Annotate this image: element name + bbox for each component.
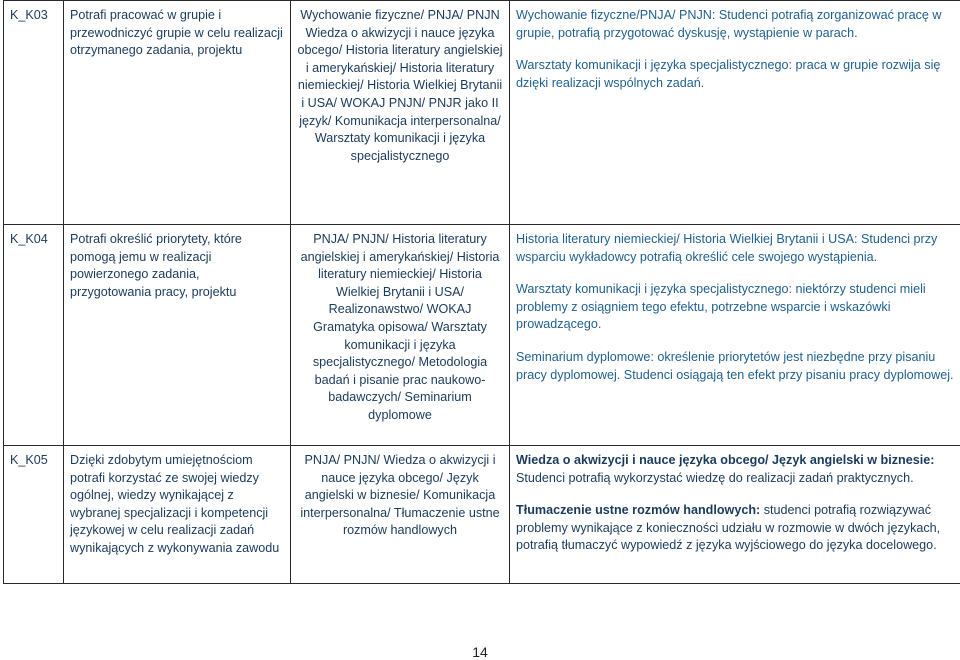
example-text: studenci potrafią rozwiązywać problemy wynikające z konieczności udziału w rozmowie w dwóch językach, potrafią tłumaczyć wypowiedź z języka wyjściowego do języka docelowego. <box>516 503 941 553</box>
outcome-code: K_K04 <box>4 225 64 446</box>
example-heading: Warsztaty komunikacji i języka specjalistycznego: <box>516 282 792 297</box>
course-list: Wychowanie fizyczne/ PNJA/ PNJN Wiedza o akwizycji i nauce języka obcego/ Historia literatury angielskiej i amerykańskiej/ Historia literatury niemieckiej/ Historia Wielkiej Brytanii i USA/ WOKAJ PNJN/ PNJR jako II język/ Komunikacja interpersonalna/ Warsztaty komunikacji i języka specjalistycznego <box>291 1 510 225</box>
example-heading: Tłumaczenie ustne rozmów handlowych: <box>516 503 761 518</box>
example-text: : Studenci przy wsparciu wykładowcy potrafią określić cele swojego wystąpienia. <box>516 232 938 264</box>
example-text: Studenci potrafią zorganizować pracę w grupie, potrafią przygotować dyskusję, wystąpienie w parach. <box>516 8 942 40</box>
page-number: 14 <box>472 644 488 660</box>
course-list: PNJA/ PNJN/ Historia literatury angielskiej i amerykańskiej/ Historia literatury niemieckiej/ Historia Wielkiej Brytanii i USA/ Realizonawstwo/ WOKAJ Gramatyka opisowa/ Warsztaty komunikacji i języka specjalistycznego/ Metodologia badań i pisanie prac naukowo- badawczych/ Seminarium dyplomowe <box>291 225 510 446</box>
outcome-description: Dzięki zdobytym umiejętnościom potrafi korzystać ze swojej wiedzy ogólnej, wiedzy wynikającej z wybranej specjalizacji i kompetencji językowej w celu realizacji zadań wynikających z wykonywania zawodu <box>64 446 291 584</box>
example-heading: Seminarium dyplomowe: <box>516 349 654 364</box>
table-row <box>4 225 960 446</box>
example-text: Studenci potrafią wykorzystać wiedzę do realizacji zadań praktycznych. <box>516 470 914 485</box>
example-paragraph <box>516 281 954 334</box>
outcome-code: K_K05 <box>4 446 64 584</box>
example-paragraph <box>516 231 954 266</box>
example-heading: Historia literatury niemieckiej/ Historia Wielkiej Brytanii i USA <box>516 232 855 246</box>
table-row <box>4 1 960 225</box>
outcome-code: K_K03 <box>4 1 64 225</box>
example-cell <box>510 446 960 584</box>
example-paragraph <box>516 452 954 487</box>
example-text: niektórzy studenci mieli problemy z osiągniem tego efektu, potrzebne wsparcie i wskazówki prowadzącego. <box>516 282 926 332</box>
learning-outcomes-table <box>3 0 960 584</box>
example-paragraph <box>516 502 954 555</box>
example-cell <box>510 1 960 225</box>
table-row <box>4 446 960 584</box>
example-paragraph <box>516 7 954 42</box>
example-text: określenie priorytetów jest niezbędne przy pisaniu pracy dyplomowej. Studenci osiągają ten efekt przy pisaniu pracy dyplomowej. <box>516 349 954 382</box>
outcome-description: Potrafi pracować w grupie i przewodniczyć grupie w celu realizacji otrzymanego zadania, projektu <box>64 1 291 225</box>
course-list: PNJA/ PNJN/ Wiedza o akwizycji i nauce języka obcego/ Język angielski w biznesie/ Komunikacja interpersonalna/ Tłumaczenie ustne rozmów handlowych <box>291 446 510 584</box>
example-paragraph <box>516 349 954 384</box>
outcome-description: Potrafi określić priorytety, które pomogą jemu w realizacji powierzonego zadania, przygotowania pracy, projektu <box>64 225 291 446</box>
example-heading: Wiedza o akwizycji i nauce języka obcego/ Język angielski w biznesie: <box>516 453 935 467</box>
example-cell <box>510 225 960 446</box>
example-heading: Warsztaty komunikacji i języka specjalistycznego: <box>516 58 792 73</box>
example-text: praca w grupie rozwija się dzięki realizacji wspólnych zadań. <box>516 58 941 90</box>
example-paragraph <box>516 57 954 92</box>
example-heading: Wychowanie fizyczne/PNJA/ PNJN: <box>516 8 716 22</box>
